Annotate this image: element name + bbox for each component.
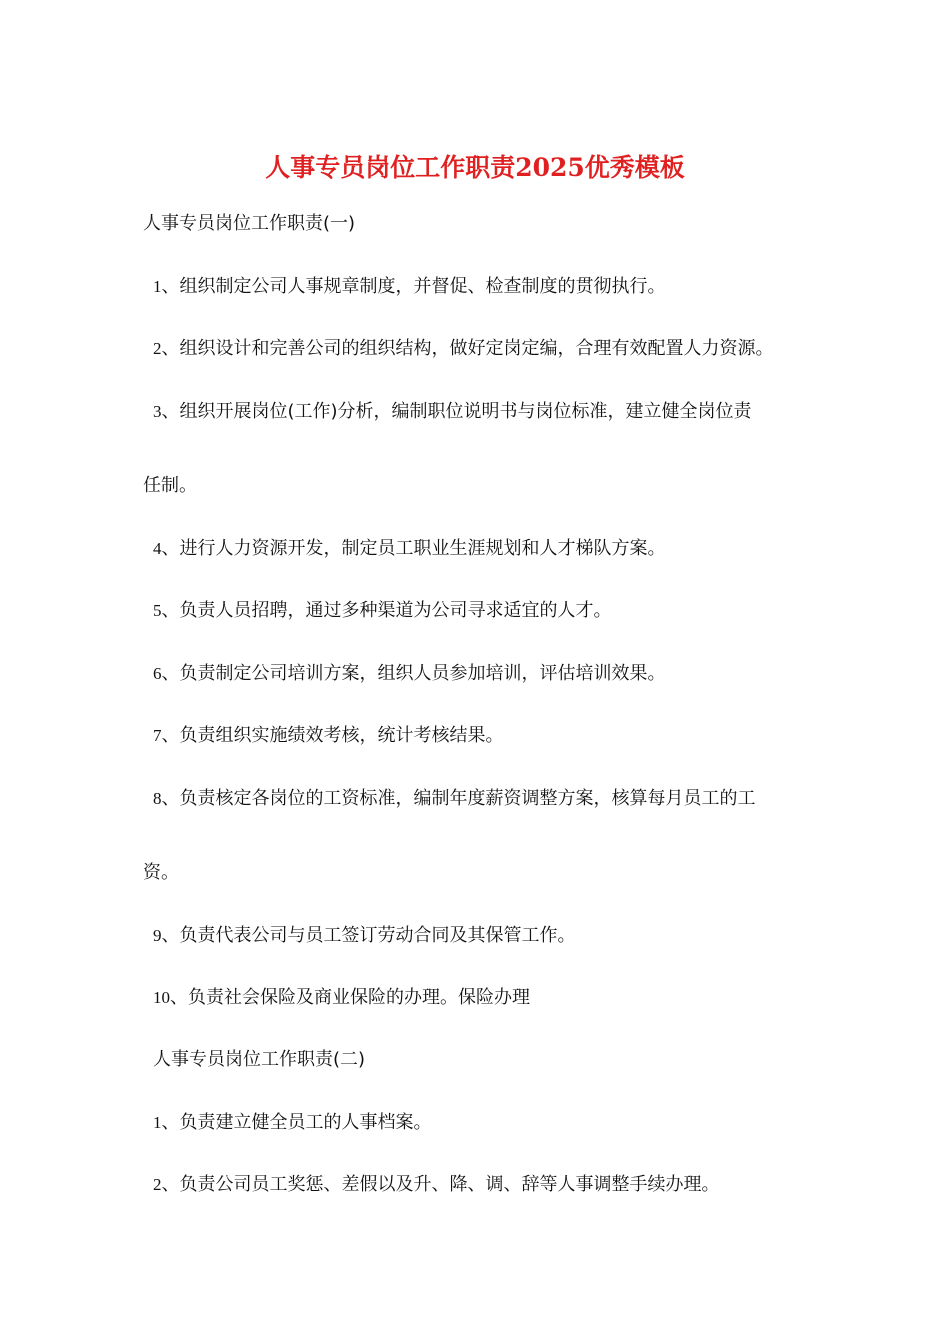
item-number: 6 bbox=[153, 664, 162, 683]
list-item bbox=[153, 336, 774, 362]
list-item bbox=[153, 786, 756, 812]
list-item bbox=[153, 985, 530, 1011]
list-item bbox=[153, 1172, 720, 1198]
item-text: 组织开展岗位(工作)分析，编制职位说明书与岗位标准，建立健全岗位责 bbox=[179, 401, 752, 422]
list-item bbox=[153, 723, 504, 749]
page-title: 人事专员岗位工作职责2025优秀模板 bbox=[265, 153, 685, 182]
item-text: 负责公司员工奖惩、差假以及升、降、调、辞等人事调整手续办理。 bbox=[179, 1174, 720, 1195]
item-separator: 、 bbox=[161, 401, 180, 422]
list-item-continuation: 任制。 bbox=[143, 475, 197, 496]
list-item bbox=[153, 1110, 432, 1136]
item-text: 组织制定公司人事规章制度，并督促、检查制度的贯彻执行。 bbox=[179, 276, 666, 297]
item-number: 8 bbox=[153, 789, 162, 808]
item-text: 负责建立健全员工的人事档案。 bbox=[179, 1112, 432, 1133]
item-separator: 、 bbox=[161, 276, 180, 297]
list-item bbox=[153, 274, 666, 300]
item-number: 4 bbox=[153, 539, 162, 558]
list-item bbox=[153, 536, 666, 562]
list-item bbox=[153, 598, 612, 624]
item-text: 负责人员招聘，通过多种渠道为公司寻求适宜的人才。 bbox=[179, 600, 612, 621]
section-heading-1: 人事专员岗位工作职责(一) bbox=[143, 213, 356, 234]
item-number: 1 bbox=[153, 1113, 162, 1132]
item-text: 负责代表公司与员工签订劳动合同及其保管工作。 bbox=[179, 925, 576, 946]
item-number: 7 bbox=[153, 726, 162, 745]
section-heading-2: 人事专员岗位工作职责(二) bbox=[153, 1049, 366, 1070]
item-number: 9 bbox=[153, 926, 162, 945]
item-text: 负责社会保险及商业保险的办理。保险办理 bbox=[188, 987, 530, 1008]
item-number: 2 bbox=[153, 1175, 162, 1194]
item-number: 1 bbox=[153, 277, 162, 296]
item-text: 负责核定各岗位的工资标准，编制年度薪资调整方案，核算每月员工的工 bbox=[179, 788, 756, 809]
item-text: 进行人力资源开发，制定员工职业生涯规划和人才梯队方案。 bbox=[179, 538, 666, 559]
item-separator: 、 bbox=[161, 788, 180, 809]
list-item bbox=[153, 661, 666, 687]
item-text: 负责制定公司培训方案，组织人员参加培训，评估培训效果。 bbox=[179, 663, 666, 684]
item-separator: 、 bbox=[161, 1174, 180, 1195]
item-separator: 、 bbox=[161, 538, 180, 559]
list-item-continuation: 资。 bbox=[143, 862, 179, 883]
item-number: 5 bbox=[153, 601, 162, 620]
item-separator: 、 bbox=[161, 338, 180, 359]
item-separator: 、 bbox=[161, 725, 180, 746]
item-separator: 、 bbox=[161, 600, 180, 621]
item-number: 2 bbox=[153, 339, 162, 358]
item-separator: 、 bbox=[161, 1112, 180, 1133]
item-number: 10 bbox=[153, 988, 170, 1007]
list-item bbox=[153, 399, 752, 425]
list-item bbox=[153, 923, 576, 949]
item-separator: 、 bbox=[161, 925, 180, 946]
item-text: 负责组织实施绩效考核，统计考核结果。 bbox=[179, 725, 504, 746]
item-separator: 、 bbox=[161, 663, 180, 684]
item-number: 3 bbox=[153, 402, 162, 421]
item-text: 组织设计和完善公司的组织结构，做好定岗定编，合理有效配置人力资源。 bbox=[179, 338, 774, 359]
item-separator: 、 bbox=[170, 987, 188, 1008]
